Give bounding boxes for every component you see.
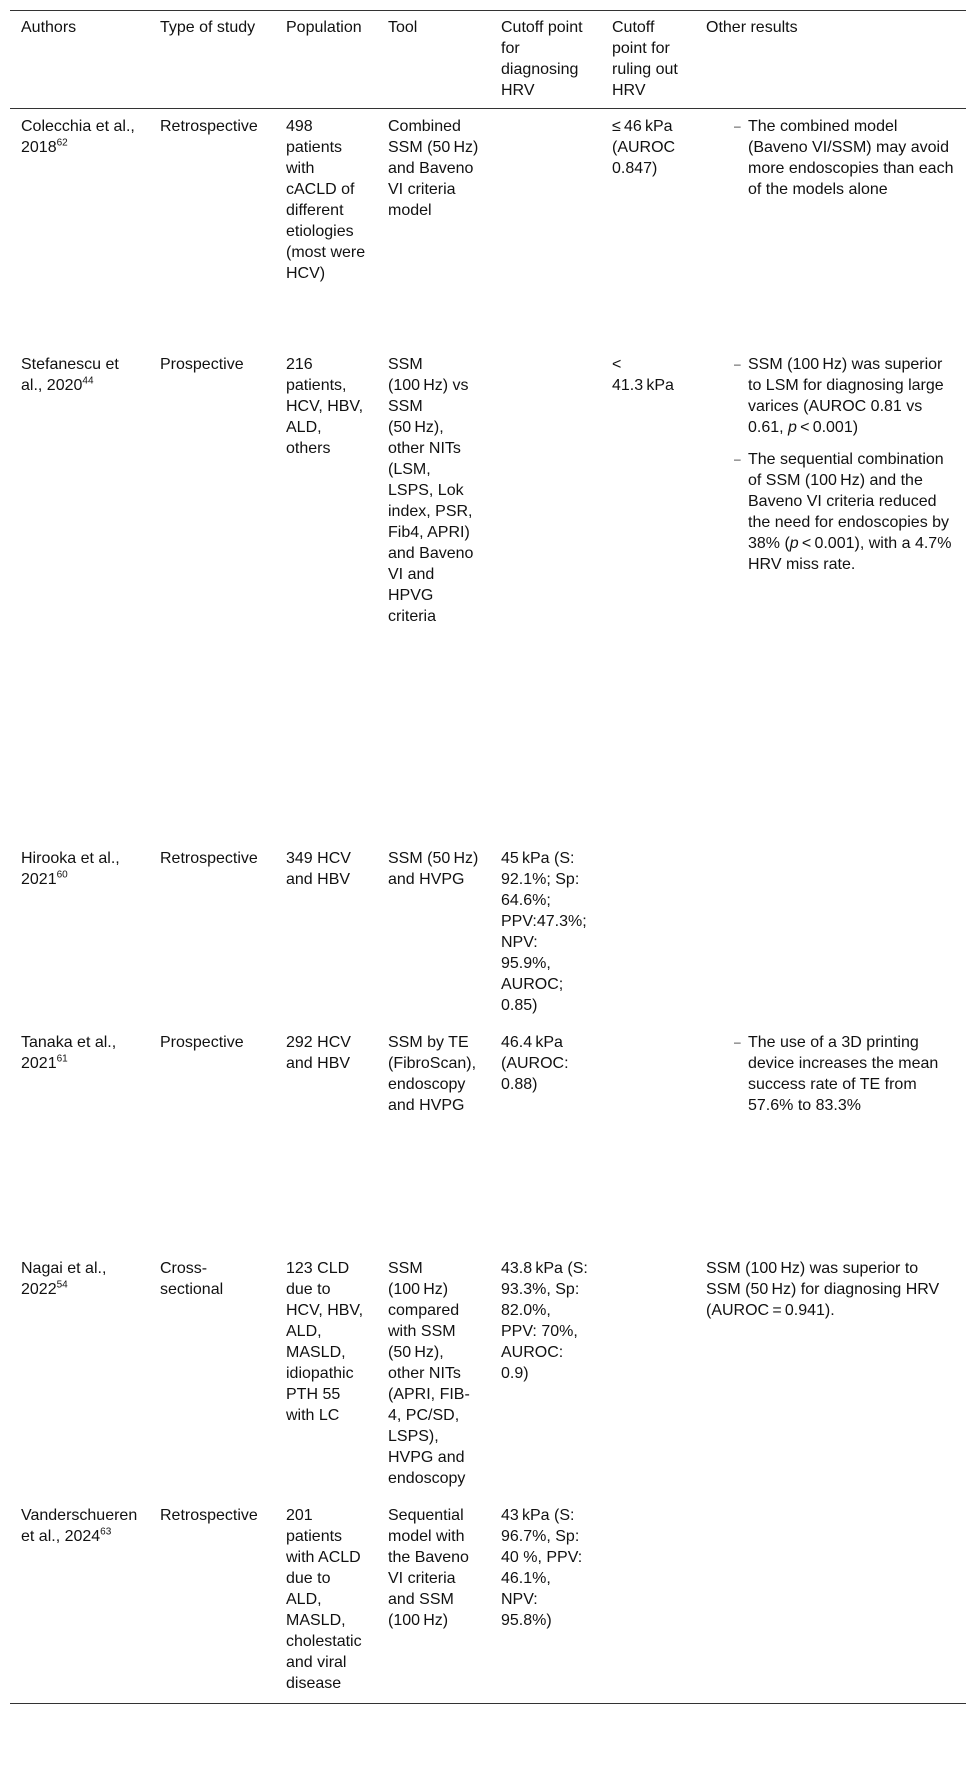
author-text: Tanaka et al., 2021: [21, 1033, 117, 1072]
header-cell: Population: [286, 19, 362, 36]
cutoff-ruling-out-cell: [601, 1251, 695, 1498]
other-results-cell: [695, 109, 966, 347]
reference-number[interactable]: 62: [56, 137, 68, 149]
tool-cell: Combined SSM (50 Hz) and Baveno VI criteria model: [388, 118, 479, 219]
author-cell: [10, 1498, 149, 1704]
author-text: Stefanescu et al., 2020: [21, 355, 119, 394]
header-cell: Cutoff point for diagnosing HRV: [501, 19, 583, 99]
table-row: [10, 1498, 966, 1704]
reference-number[interactable]: 54: [56, 1279, 68, 1291]
population-cell: 498 patients with cACLD of different etiologies (most were HCV): [286, 118, 366, 282]
table-row: [10, 109, 966, 347]
author-cell: [10, 1251, 149, 1498]
population-cell: 216 patients, HCV, HBV, ALD, others: [286, 355, 364, 457]
header-cell: Authors: [21, 19, 77, 36]
population-cell: 349 HCV and HBV: [286, 849, 351, 888]
cutoff-diagnosing-cell: [490, 347, 601, 841]
population-cell: 123 CLD due to HCV, HBV, ALD, MASLD, idiopathic PTH 55 with LC: [286, 1259, 364, 1424]
population-cell: 201 patients with ACLD due to ALD, MASLD, cholestatic and viral disease: [286, 1506, 362, 1692]
author-cell: [10, 1025, 149, 1251]
dash-bullet-icon: –: [734, 1034, 741, 1049]
result-bullet: [734, 354, 956, 438]
author-text: Nagai et al., 2022: [21, 1259, 107, 1298]
cutoff-ruling-out-cell: < 41.3 kPa: [612, 355, 674, 394]
result-bullet-text: The combined model (Baveno VI/SSM) may avoid more endoscopies than each of the models alone: [748, 118, 954, 198]
tool-cell: SSM (50 Hz) and HVPG: [388, 849, 479, 888]
results-list: [706, 354, 956, 575]
author-text: Colecchia et al., 2018: [21, 118, 135, 156]
result-bullet: [734, 449, 956, 575]
studies-table: [10, 10, 966, 1704]
cutoff-ruling-out-cell: [601, 1025, 695, 1251]
study-type-cell: Cross-sectional: [160, 1259, 224, 1298]
study-type-cell: Retrospective: [160, 118, 258, 135]
dash-bullet-icon: –: [734, 119, 741, 133]
tool-cell: SSM (100 Hz) vs SSM (50 Hz), other NITs (LSM, LSPS, Lok index, PSR, Fib4, APRI) and Baveno VI and HPVG criteria: [388, 355, 474, 625]
header-cell: Type of study: [160, 19, 256, 36]
table-row: [10, 347, 966, 841]
result-bullet: [734, 116, 956, 200]
population-cell: 292 HCV and HBV: [286, 1033, 351, 1072]
study-type-cell: Retrospective: [160, 1506, 258, 1524]
other-results-cell: [695, 1498, 966, 1704]
results-list: [706, 116, 956, 200]
dash-bullet-icon: –: [734, 356, 741, 371]
results-list: [706, 1032, 956, 1116]
other-results-cell: [695, 1025, 966, 1251]
cutoff-diagnosing-cell: 46.4 kPa (AUROC: 0.88): [501, 1033, 569, 1093]
author-text: Vanderschueren et al., 2024: [21, 1506, 138, 1545]
tool-cell: SSM by TE (FibroScan), endoscopy and HVPG: [388, 1033, 477, 1114]
other-results-cell: [695, 1251, 966, 1498]
author-cell: [10, 109, 149, 347]
dash-bullet-icon: –: [734, 451, 741, 466]
result-bullet-text: The sequential combination of SSM (100 Hz) and the Baveno VI criteria reduced the need for endoscopies by 38% (p < 0.001), with a 4.7% HRV miss rate.: [748, 450, 952, 573]
author-cell: [10, 841, 149, 1025]
other-results-cell: [695, 841, 966, 1025]
reference-number[interactable]: 63: [100, 1526, 112, 1538]
study-type-cell: Prospective: [160, 1033, 244, 1051]
tool-cell: SSM (100 Hz) compared with SSM (50 Hz), other NITs (APRI, FIB-4, PC/SD, LSPS), HVPG and endoscopy: [388, 1259, 470, 1487]
cutoff-diagnosing-cell: 45 kPa (S: 92.1%; Sp: 64.6%; PPV:47.3%; NPV: 95.9%, AUROC; 0.85): [501, 849, 587, 1014]
result-bullet: [734, 1032, 956, 1116]
tool-cell: Sequential model with the Baveno VI criteria and SSM (100 Hz): [388, 1506, 469, 1629]
header-row: [10, 11, 966, 109]
header-cell: Tool: [388, 19, 418, 36]
reference-number[interactable]: 61: [56, 1053, 68, 1065]
header-cell: Cutoff point for ruling out HRV: [612, 19, 678, 99]
cutoff-ruling-out-cell: ≤ 46 kPa (AUROC 0.847): [612, 118, 676, 177]
result-text: SSM (100 Hz) was superior to SSM (50 Hz) for diagnosing HRV (AUROC = 0.941).: [706, 1259, 940, 1319]
table-row: [10, 1251, 966, 1498]
study-type-cell: Retrospective: [160, 849, 258, 867]
table-row: [10, 841, 966, 1025]
cutoff-diagnosing-cell: [490, 109, 601, 347]
header-cell: Other results: [706, 19, 798, 36]
author-text: Hirooka et al., 2021: [21, 849, 120, 888]
other-results-cell: [695, 347, 966, 841]
cutoff-ruling-out-cell: [601, 841, 695, 1025]
study-type-cell: Prospective: [160, 355, 244, 373]
table-row: [10, 1025, 966, 1251]
cutoff-diagnosing-cell: 43.8 kPa (S: 93.3%, Sp: 82.0%, PPV: 70%, AUROC: 0.9): [501, 1259, 588, 1382]
reference-number[interactable]: 44: [82, 375, 94, 387]
result-bullet-text: The use of a 3D printing device increases the mean success rate of TE from 57.6% to 83.3%: [748, 1033, 939, 1114]
author-cell: [10, 347, 149, 841]
cutoff-diagnosing-cell: 43 kPa (S: 96.7%, Sp: 40 %, PPV: 46.1%, NPV: 95.8%): [501, 1506, 583, 1629]
result-bullet-text: SSM (100 Hz) was superior to LSM for diagnosing large varices (AUROC 0.81 vs 0.61, p < 0.001): [748, 355, 944, 436]
reference-number[interactable]: 60: [56, 869, 68, 881]
cutoff-ruling-out-cell: [601, 1498, 695, 1704]
